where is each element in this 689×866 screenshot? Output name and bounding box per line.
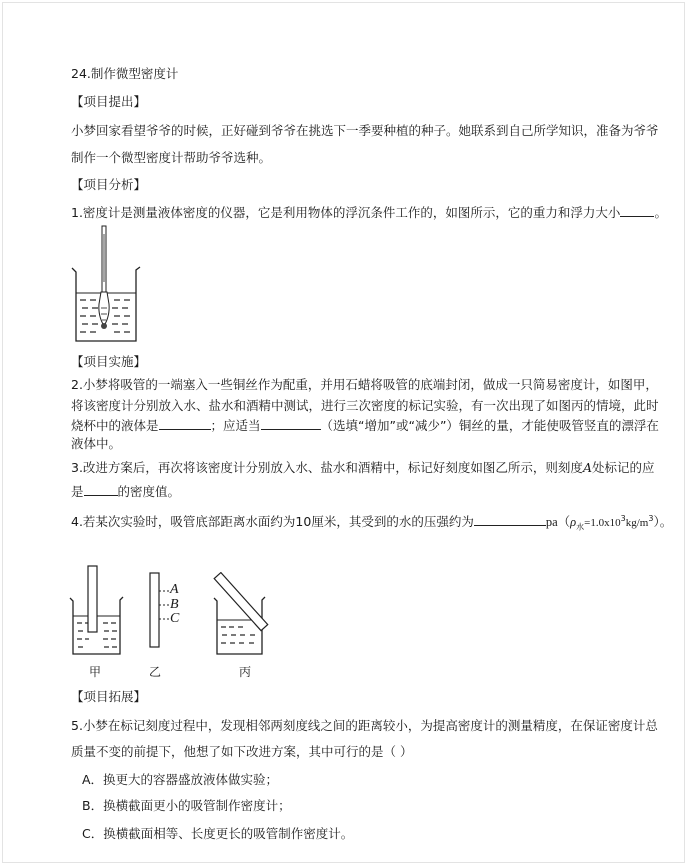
section-extension: 【项目拓展】	[71, 689, 147, 704]
scale-label-a: A	[170, 582, 179, 597]
question-4	[71, 511, 672, 536]
question-3-text-d: 的密度值。	[117, 484, 181, 499]
question-3-text-c: 是	[71, 484, 84, 499]
scale-label-b: B	[170, 597, 179, 612]
option-b[interactable]: B．换横截面更小的吸管制作密度计；	[82, 798, 291, 813]
section-proposal: 【项目提出】	[71, 94, 147, 109]
caption-yi: 乙	[149, 665, 162, 679]
density-value: =1.0x10	[584, 517, 621, 530]
question-2-line-2: 将该密度计分别放入水、盐水和酒精中测试，进行三次密度的标记实验，有一次出现了如图丙的情境，此时	[71, 398, 659, 413]
density-exponent: 3	[620, 514, 626, 523]
answer-blank-2b[interactable]	[261, 417, 321, 430]
question-1-end: 。	[654, 205, 667, 220]
figure-jia	[68, 564, 126, 656]
question-2-text-c: （选填“增加”或“减少”）铜丝的量，才能使吸管竖直的漂浮在	[320, 418, 659, 433]
figure-yi	[147, 571, 187, 651]
question-4-close: ）。	[653, 514, 673, 530]
figure-bing	[212, 572, 272, 656]
intro-line-1: 小梦回家看望爷爷的时候，正好碰到爷爷在挑选下一季要种植的种子。她联系到自己所学知识，准备为爷爷	[71, 123, 659, 138]
caption-jia: 甲	[89, 665, 102, 679]
question-3-line-2	[71, 483, 180, 500]
question-4-unit: pa（	[545, 515, 571, 530]
caption-bing: 丙	[239, 665, 252, 679]
answer-blank-4[interactable]	[474, 513, 546, 526]
question-2-text-a: 烧杯中的液体是	[71, 418, 159, 433]
scale-label-c: C	[170, 611, 180, 626]
option-a[interactable]: A．换更大的容器盛放液体做实验；	[82, 772, 279, 787]
question-2-text-b: ；应适当	[210, 418, 261, 433]
question-4-text: 4.若某次实验时，吸管底部距离水面约为10厘米，其受到的水的压强约为	[71, 514, 474, 530]
intro-line-2: 制作一个微型密度计帮助爷爷选种。	[71, 150, 272, 165]
question-5-line-2: 质量不变的前提下，他想了如下改进方案，其中可行的是（ ）	[71, 744, 413, 759]
question-3-text-b: 处标记的应	[591, 460, 655, 475]
question-5-line-1: 5.小梦在标记刻度过程中，发现相邻两刻度线之间的距离较小，为提高密度计的测量精度，在保证密度计总	[71, 718, 658, 733]
question-3-line-1	[71, 460, 654, 476]
question-2-line-3	[71, 417, 659, 434]
question-1	[71, 204, 667, 221]
hydrometer-figure	[70, 222, 142, 344]
answer-blank-3[interactable]	[84, 483, 118, 496]
question-2-line-1: 2.小梦将吸管的一端塞入一些铜丝作为配重，并用石蜡将吸管的底端封闭，做成一只简易密度计，如图甲，	[71, 377, 658, 392]
answer-blank-1[interactable]	[620, 204, 654, 217]
answer-blank-2a[interactable]	[159, 417, 211, 430]
section-analysis: 【项目分析】	[71, 177, 147, 192]
question-2-line-4: 液体中。	[71, 436, 122, 451]
density-unit: kg/m	[625, 517, 649, 530]
question-1-text: 1.密度计是测量液体密度的仪器，它是利用物体的浮沉条件工作的，如图所示，它的重力和浮力大小	[71, 205, 621, 220]
density-unit-exponent: 3	[648, 514, 654, 523]
option-c[interactable]: C．换横截面相等、长度更长的吸管制作密度计。	[82, 826, 354, 841]
problem-title: 24.制作微型密度计	[71, 66, 179, 81]
rho-symbol: ρ	[570, 515, 577, 530]
rho-subscript: 水	[576, 522, 585, 532]
question-3-text-a: 3.改进方案后，再次将该密度计分别放入水、盐水和酒精中，标记好刻度如图乙所示，则刻度	[71, 460, 583, 475]
question-3-variable: A	[582, 460, 592, 475]
section-implementation: 【项目实施】	[71, 354, 147, 369]
